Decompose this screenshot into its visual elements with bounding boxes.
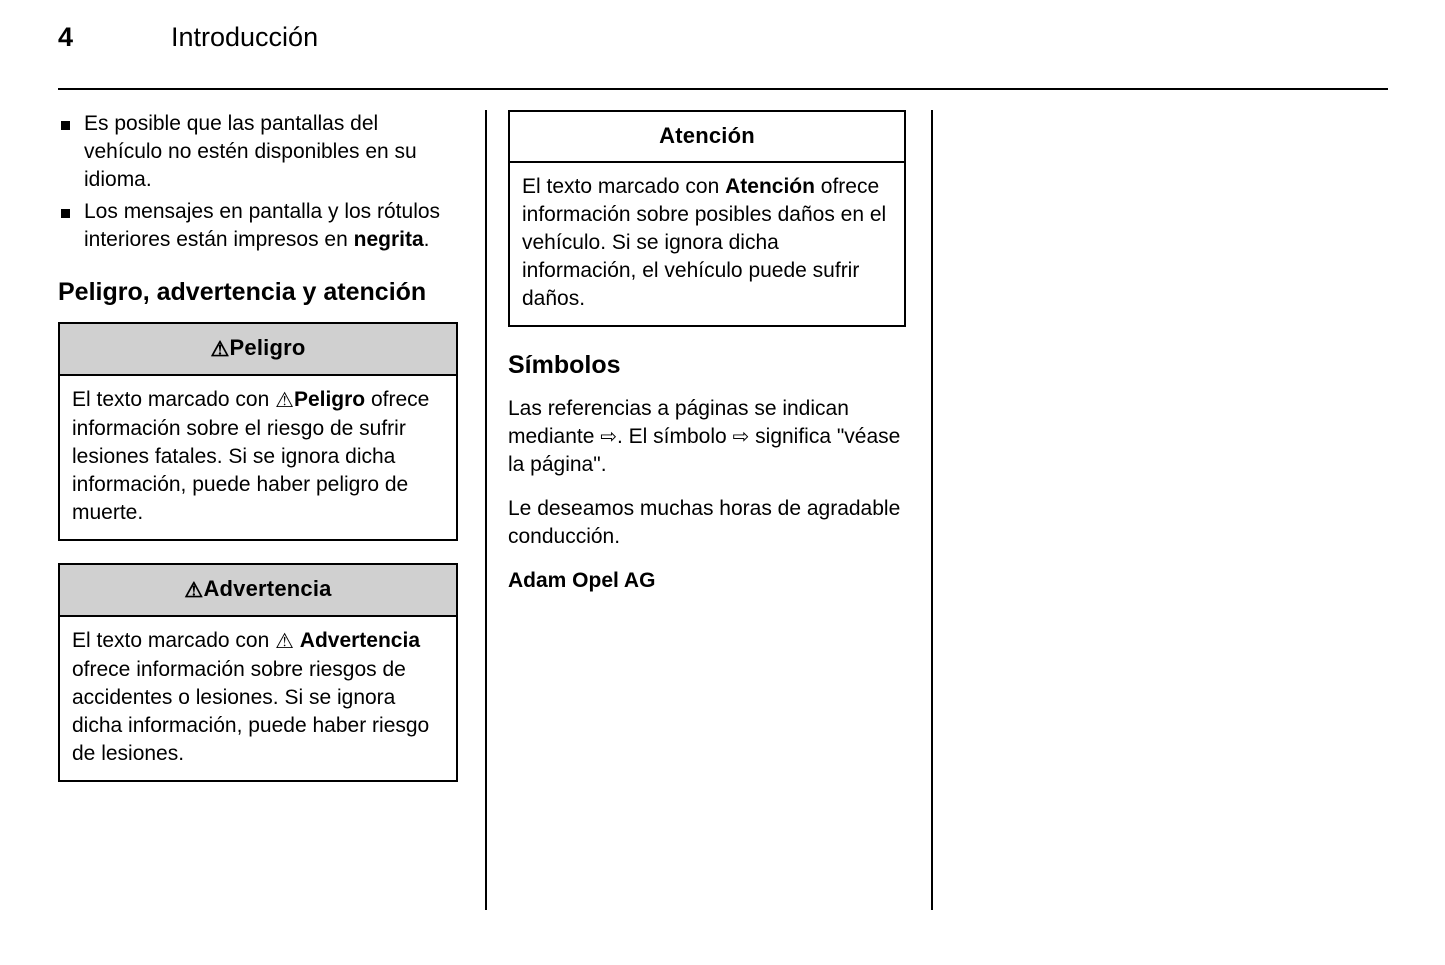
warning-body-prefix: El texto marcado con [72, 629, 276, 652]
warning-body-bold: Advertencia [299, 629, 420, 652]
bullet-square-icon [61, 209, 70, 218]
intro-bullet-list [58, 110, 458, 254]
list-item-text-suffix: . [423, 228, 430, 251]
list-item-text: Es posible que las pantallas del vehículo no estén disponibles en su idioma. [84, 112, 417, 191]
column-1 [58, 110, 458, 804]
page-number: 4 [58, 22, 74, 52]
header-divider [58, 88, 1388, 90]
list-item-text-bold: negrita [353, 228, 424, 251]
section-heading-peligro: Peligro, advertencia y atención [58, 278, 427, 306]
warning-triangle-icon: ⚠ [275, 630, 294, 653]
caution-notice-body [510, 163, 904, 325]
danger-notice-box [58, 322, 458, 541]
caution-body-suffix: ofrece información sobre posibles daños en el vehículo. Si se ignora dicha información, el vehículo puede sufrir daños. [522, 175, 887, 310]
warning-triangle-icon: ⚠ [210, 338, 230, 361]
warning-triangle-icon: ⚠ [275, 389, 294, 412]
page-header [58, 22, 1388, 82]
list-item [58, 198, 458, 254]
warning-triangle-icon: ⚠ [184, 579, 204, 602]
page-reference-arrow-icon: ⇨ [732, 426, 750, 448]
caution-body-bold: Atención [725, 175, 815, 198]
caution-notice-title: Atención [510, 112, 904, 163]
danger-notice-body [60, 376, 456, 539]
list-item [58, 110, 458, 194]
signature: Adam Opel AG [508, 569, 656, 592]
danger-body-prefix: El texto marcado con [72, 388, 276, 411]
danger-body-suffix: ofrece información sobre el riesgo de sufrir lesiones fatales. Si se ignora dicha información, puede haber peligro de muerte. [72, 388, 430, 524]
danger-notice-title [60, 324, 456, 376]
warning-notice-title [60, 565, 456, 617]
symbols-text-part3: significa "véase la página". [508, 425, 901, 476]
danger-notice-title-text: Peligro [229, 335, 306, 360]
column-divider-1 [485, 110, 487, 910]
symbols-text-part2: . El símbolo [617, 425, 733, 448]
symbols-text-part1: Las referencias a páginas se indican mediante [508, 397, 849, 448]
caution-notice-box [508, 110, 906, 327]
caution-body-prefix: El texto marcado con [522, 175, 726, 198]
section-heading-simbolos: Símbolos [508, 351, 621, 379]
bullet-square-icon [61, 121, 70, 130]
danger-body-bold: Peligro [293, 388, 366, 411]
warning-notice-body [60, 617, 456, 780]
warning-body-suffix: ofrece información sobre riesgos de accidentes o lesiones. Si se ignora dicha información, puede haber riesgo de lesiones. [72, 658, 430, 765]
symbols-paragraph [508, 395, 906, 479]
closing-paragraph: Le deseamos muchas horas de agradable conducción. [508, 497, 901, 548]
list-item-text-prefix: Los mensajes en pantalla y los rótulos interiores están impresos en [84, 200, 441, 251]
column-divider-2 [931, 110, 933, 910]
page-title: Introducción [171, 22, 319, 52]
page-reference-arrow-icon: ⇨ [600, 426, 617, 448]
column-2 [508, 110, 906, 611]
warning-notice-box [58, 563, 458, 782]
warning-notice-title-text: Advertencia [203, 576, 332, 601]
